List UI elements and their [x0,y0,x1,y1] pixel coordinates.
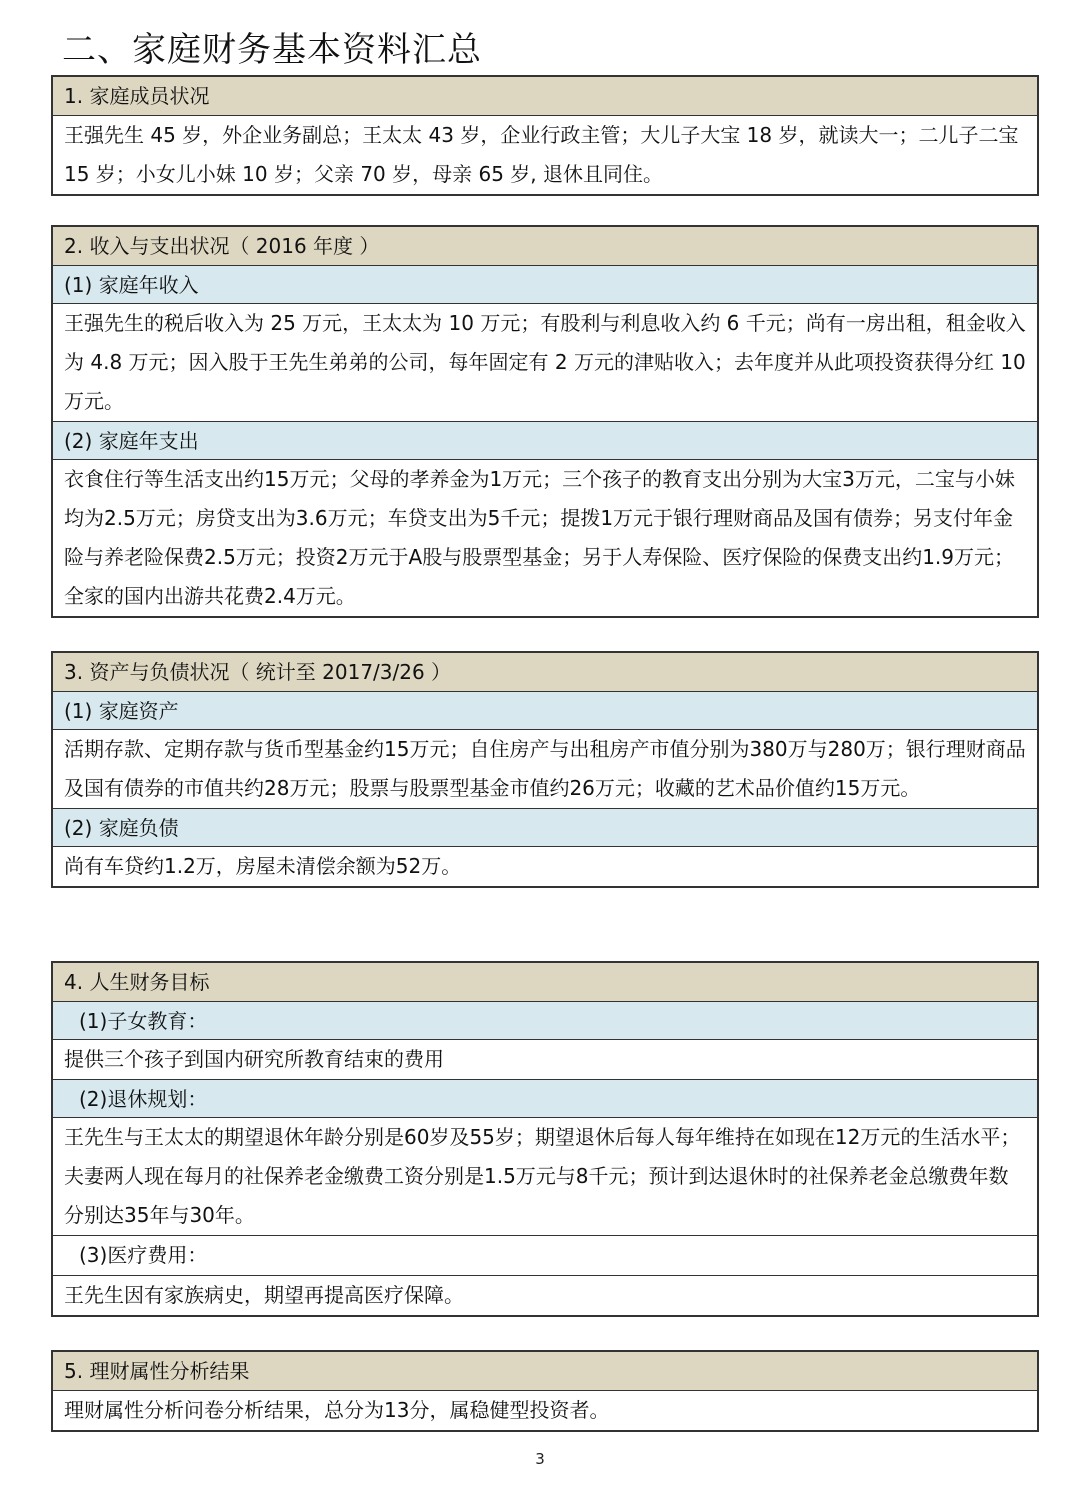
subsection-expense-header: (2) 家庭年支出 [53,421,1037,459]
section-family-members [51,75,1039,196]
subsection-education-body: 提供三个孩子到国内研究所教育结束的费用 [53,1039,1037,1079]
section-body: 理财属性分析问卷分析结果，总分为13分，属稳健型投资者。 [53,1390,1037,1430]
section-header: 3. 资产与负债状况（ 统计至 2017/3/26 ） [53,653,1037,691]
section-life-goals [51,961,1039,1317]
section-body: 王强先生 45 岁，外企业务副总；王太太 43 岁，企业行政主管；大儿子大宝 18 岁，就读大一；二儿子二宝 15 岁；小女儿小妹 10 岁；父亲 70 岁，母亲 65 岁, 退休且同住。 [53,115,1037,194]
subsection-retirement-body: 王先生与王太太的期望退休年龄分别是60岁及55岁；期望退休后每人每年维持在如现在12万元的生活水平；夫妻两人现在每月的社保养老金缴费工资分别是1.5万元与8千元；预计到达退休时的社保养老金总缴费年数分别达35年与30年。 [53,1117,1037,1235]
subsection-medical-body: 王先生因有家族病史，期望再提高医疗保障。 [53,1275,1037,1315]
subsection-medical-header: (3)医疗费用： [53,1235,1037,1275]
subsection-retirement-header: (2)退休规划： [53,1079,1037,1117]
page-number: 3 [535,1450,545,1468]
section-header: 4. 人生财务目标 [53,963,1037,1001]
section-header: 2. 收入与支出状况（ 2016 年度 ） [53,227,1037,265]
subsection-income-header: (1) 家庭年收入 [53,265,1037,303]
subsection-expense-body: 衣食住行等生活支出约15万元；父母的孝养金为1万元；三个孩子的教育支出分别为大宝3万元，二宝与小妹均为2.5万元；房贷支出为3.6万元；车贷支出为5千元；提拨1万元于银行理财商品及国有债券；另支付年金险与养老险保费2.5万元；投资2万元于A股与股票型基金；另于人寿保险、医疗保险的保费支出约1.9万元；全家的国内出游共花费2.4万元。 [53,459,1037,616]
subsection-liabilities-header: (2) 家庭负债 [53,808,1037,846]
page-title: 二、家庭财务基本资料汇总 [62,30,482,70]
subsection-assets-header: (1) 家庭资产 [53,691,1037,729]
section-assets-liabilities [51,651,1039,888]
section-income-expense [51,225,1039,618]
subsection-liabilities-body: 尚有车贷约1.2万，房屋未清偿余额为52万。 [53,846,1037,886]
section-header: 5. 理财属性分析结果 [53,1352,1037,1390]
subsection-education-header: (1)子女教育： [53,1001,1037,1039]
section-header: 1. 家庭成员状况 [53,77,1037,115]
subsection-income-body: 王强先生的税后收入为 25 万元，王太太为 10 万元；有股利与利息收入约 6 千元；尚有一房出租，租金收入为 4.8 万元；因入股于王先生弟弟的公司，每年固定有 2 万元的津贴收入；去年度并从此项投资获得分红 10 万元。 [53,303,1037,421]
section-risk-profile [51,1350,1039,1432]
subsection-assets-body: 活期存款、定期存款与货币型基金约15万元；自住房产与出租房产市值分别为380万与280万；银行理财商品及国有债券的市值共约28万元；股票与股票型基金市值约26万元；收藏的艺术品价值约15万元。 [53,729,1037,808]
